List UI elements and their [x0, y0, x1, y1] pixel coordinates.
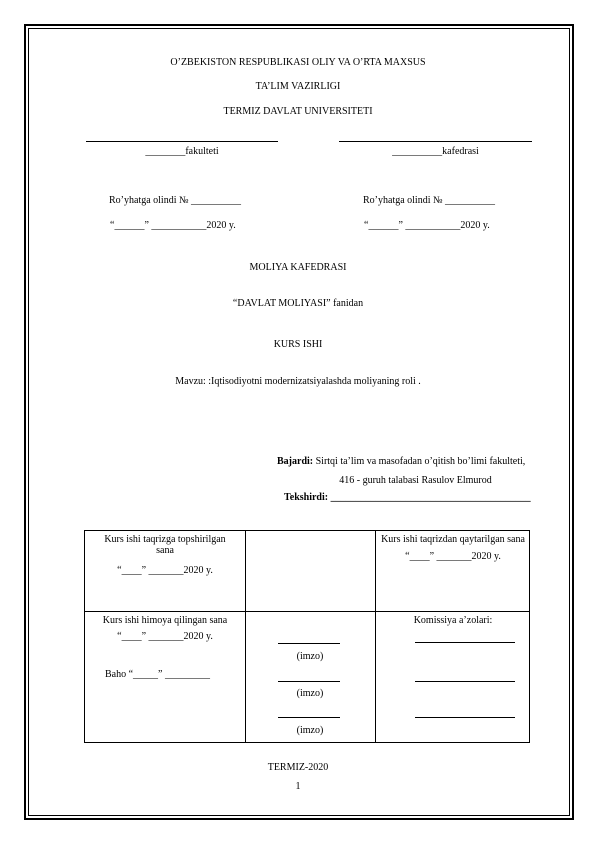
faculty-label: ________fakulteti	[145, 146, 219, 157]
done-by-label: Bajardi:	[277, 456, 314, 467]
signature-line-3	[278, 717, 340, 718]
done-by-text: Sirtqi ta’lim va masofadan o’qitish bo’limi fakulteti,	[315, 456, 526, 467]
commission-label: Komissiya a’zolari:	[413, 615, 493, 626]
topic-line: Mavzu: :Iqtisodiyotni modernizatsiyalashda moliyaning roli .	[175, 376, 421, 387]
department-heading: MOLIYA KAFEDRASI	[249, 262, 347, 273]
registration-number-right: Ro’yhatga olindi № __________	[363, 195, 496, 206]
done-by-line	[277, 456, 525, 468]
signature-line-2	[278, 681, 340, 682]
ministry-title-line2: TA’LIM VAZIRLIGI	[255, 81, 341, 92]
defense-table	[84, 530, 530, 743]
department-label: __________kafedrasi	[392, 146, 479, 157]
returned-date: “____” _______2020 y.	[405, 551, 501, 562]
checked-by-line	[284, 492, 531, 504]
registration-number-left: Ro’yhatga olindi № __________	[109, 195, 242, 206]
defense-date: “____” _______2020 y.	[117, 631, 213, 642]
ministry-title-line1: O’ZBEKISTON RESPUBLIKASI OLIY VA O’RTA MAXSUS	[170, 57, 426, 68]
university-title: TERMIZ DAVLAT UNIVERSITETI	[223, 106, 373, 117]
student-line: 416 - guruh talabasi Rasulov Elmurod	[339, 475, 492, 486]
signature-caption-1: (imzo)	[296, 651, 324, 662]
signature-line-1	[278, 643, 340, 644]
grade-line: Baho “_____” _________	[105, 669, 210, 680]
commission-line-2	[415, 681, 515, 682]
submitted-label-2: sana	[156, 545, 174, 556]
signature-caption-2: (imzo)	[296, 688, 324, 699]
commission-line-3	[415, 717, 515, 718]
defense-label: Kurs ishi himoya qilingan sana	[102, 615, 228, 626]
signature-caption-3: (imzo)	[296, 725, 324, 736]
submitted-label-1: Kurs ishi taqrizga topshirilgan	[104, 534, 226, 545]
subject-line: “DAVLAT MOLIYASI” fanidan	[232, 298, 364, 309]
checked-by-blank: ________________________________________	[330, 492, 531, 503]
table-row-divider	[85, 611, 529, 612]
faculty-blank-line	[86, 141, 278, 142]
registration-date-left: “______” ___________2020 y.	[110, 220, 236, 231]
registration-date-right: “______” ___________2020 y.	[364, 220, 490, 231]
table-divider-1	[245, 531, 246, 742]
page-number: 1	[295, 781, 301, 792]
returned-label: Kurs ishi taqrizdan qaytarilgan sana	[381, 534, 525, 545]
city-year: TERMIZ-2020	[267, 762, 329, 773]
checked-by-label: Tekshirdi:	[284, 492, 329, 503]
department-blank-line	[339, 141, 532, 142]
submitted-date: “____” _______2020 y.	[117, 565, 213, 576]
commission-line-1	[415, 642, 515, 643]
work-type: KURS ISHI	[273, 339, 323, 350]
